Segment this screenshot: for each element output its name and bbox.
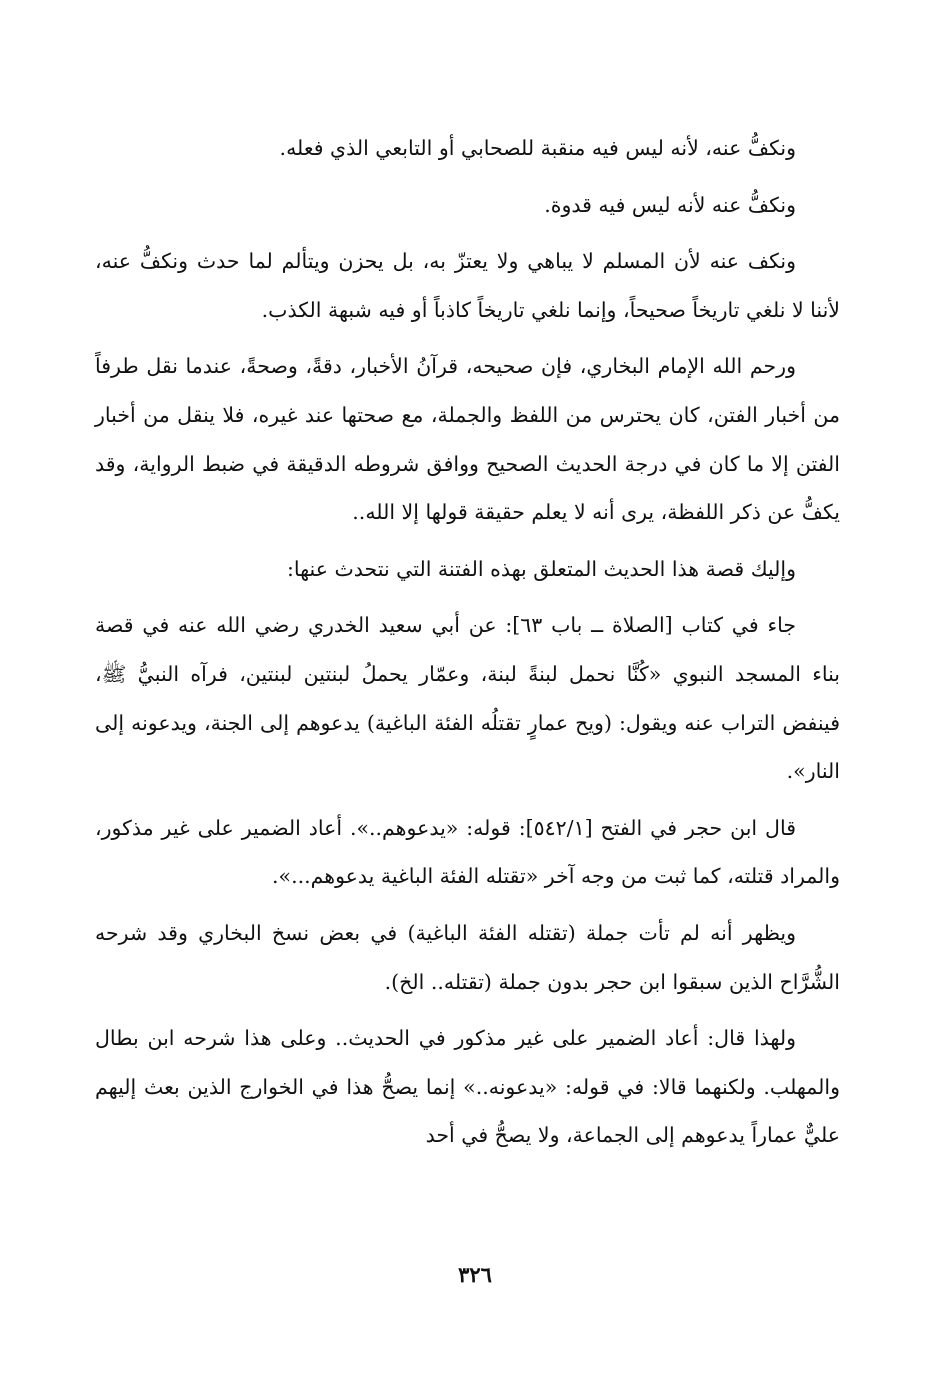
paragraph-6: جاء في كتاب [الصلاة ــ باب ٦٣]: عن أبي سعيد الخدري رضي الله عنه في قصة بناء المسجد النبوي «كُنَّا نحمل لبنةً لبنة، وعمّار يحملُ لبنتين لبنتين، فرآه النبيُّ ﷺ، فينفض التراب عنه ويقول: (ويح عمارٍ تقتلُه الفئة الباغية) يدعوهم إلى الجنة، ويدعونه إلى النار».	[95, 613, 840, 784]
paragraph-8: ويظهر أنه لم تأت جملة (تقتله الفئة الباغية) في بعض نسخ البخاري وقد شرحه الشُّرَّاح الذين سبقوا ابن حجر بدون جملة (تقتله.. الخ).	[95, 920, 840, 994]
paragraph-9: ولهذا قال: أعاد الضمير على غير مذكور في الحديث.. وعلى هذا شرحه ابن بطال والمهلب. ولكنهما قالا: في قوله: «يدعونه..» إنما يصحُّ هذا في الخوارج الذين بعث إليهم عليٌّ عماراً يدعوهم إلى الجماعة، ولا يصحُّ في أحد	[95, 1026, 840, 1148]
page-number: ٣٢٦	[458, 1262, 492, 1287]
paragraph-3: ونكف عنه لأن المسلم لا يباهي ولا يعتزّ به، بل يحزن ويتألم لما حدث ونكفُّ عنه، لأننا لا نلغي تاريخاً صحيحاً، وإنما نلغي تاريخاً كاذباً أو فيه شبهة الكذب.	[95, 249, 840, 322]
paragraph-7: قال ابن حجر في الفتح [٥٤٢/١]: قوله: «يدعوهم..». أعاد الضمير على غير مذكور، والمراد قتلته، كما ثبت من وجه آخر «تقتله الفئة الباغية يدعوهم...».	[95, 815, 840, 889]
body-text	[95, 124, 840, 1160]
paragraph-1: ونكفُّ عنه، لأنه ليس فيه منقبة للصحابي أو التابعي الذي فعله.	[279, 136, 796, 160]
paragraph-2: ونكفُّ عنه لأنه ليس فيه قدوة.	[544, 192, 796, 217]
paragraph-5: وإليك قصة هذا الحديث المتعلق بهذه الفتنة التي نتحدث عنها:	[286, 556, 796, 581]
paragraph-4: ورحم الله الإمام البخاري، فإن صحيحه، قرآنُ الأخبار، دقةً، وصحةً، عندما نقل طرفاً من أخبار الفتن، كان يحترس من اللفظ والجملة، مع صحتها عند غيره، فلا ينقل من أخبار الفتن إلا ما كان في درجة الحديث الصحيح ووافق شروطه الدقيقة في ضبط الرواية، وقد يكفُّ عن ذكر اللفظة، يرى أنه لا يعلم حقيقة قولها إلا الله..	[95, 354, 840, 525]
